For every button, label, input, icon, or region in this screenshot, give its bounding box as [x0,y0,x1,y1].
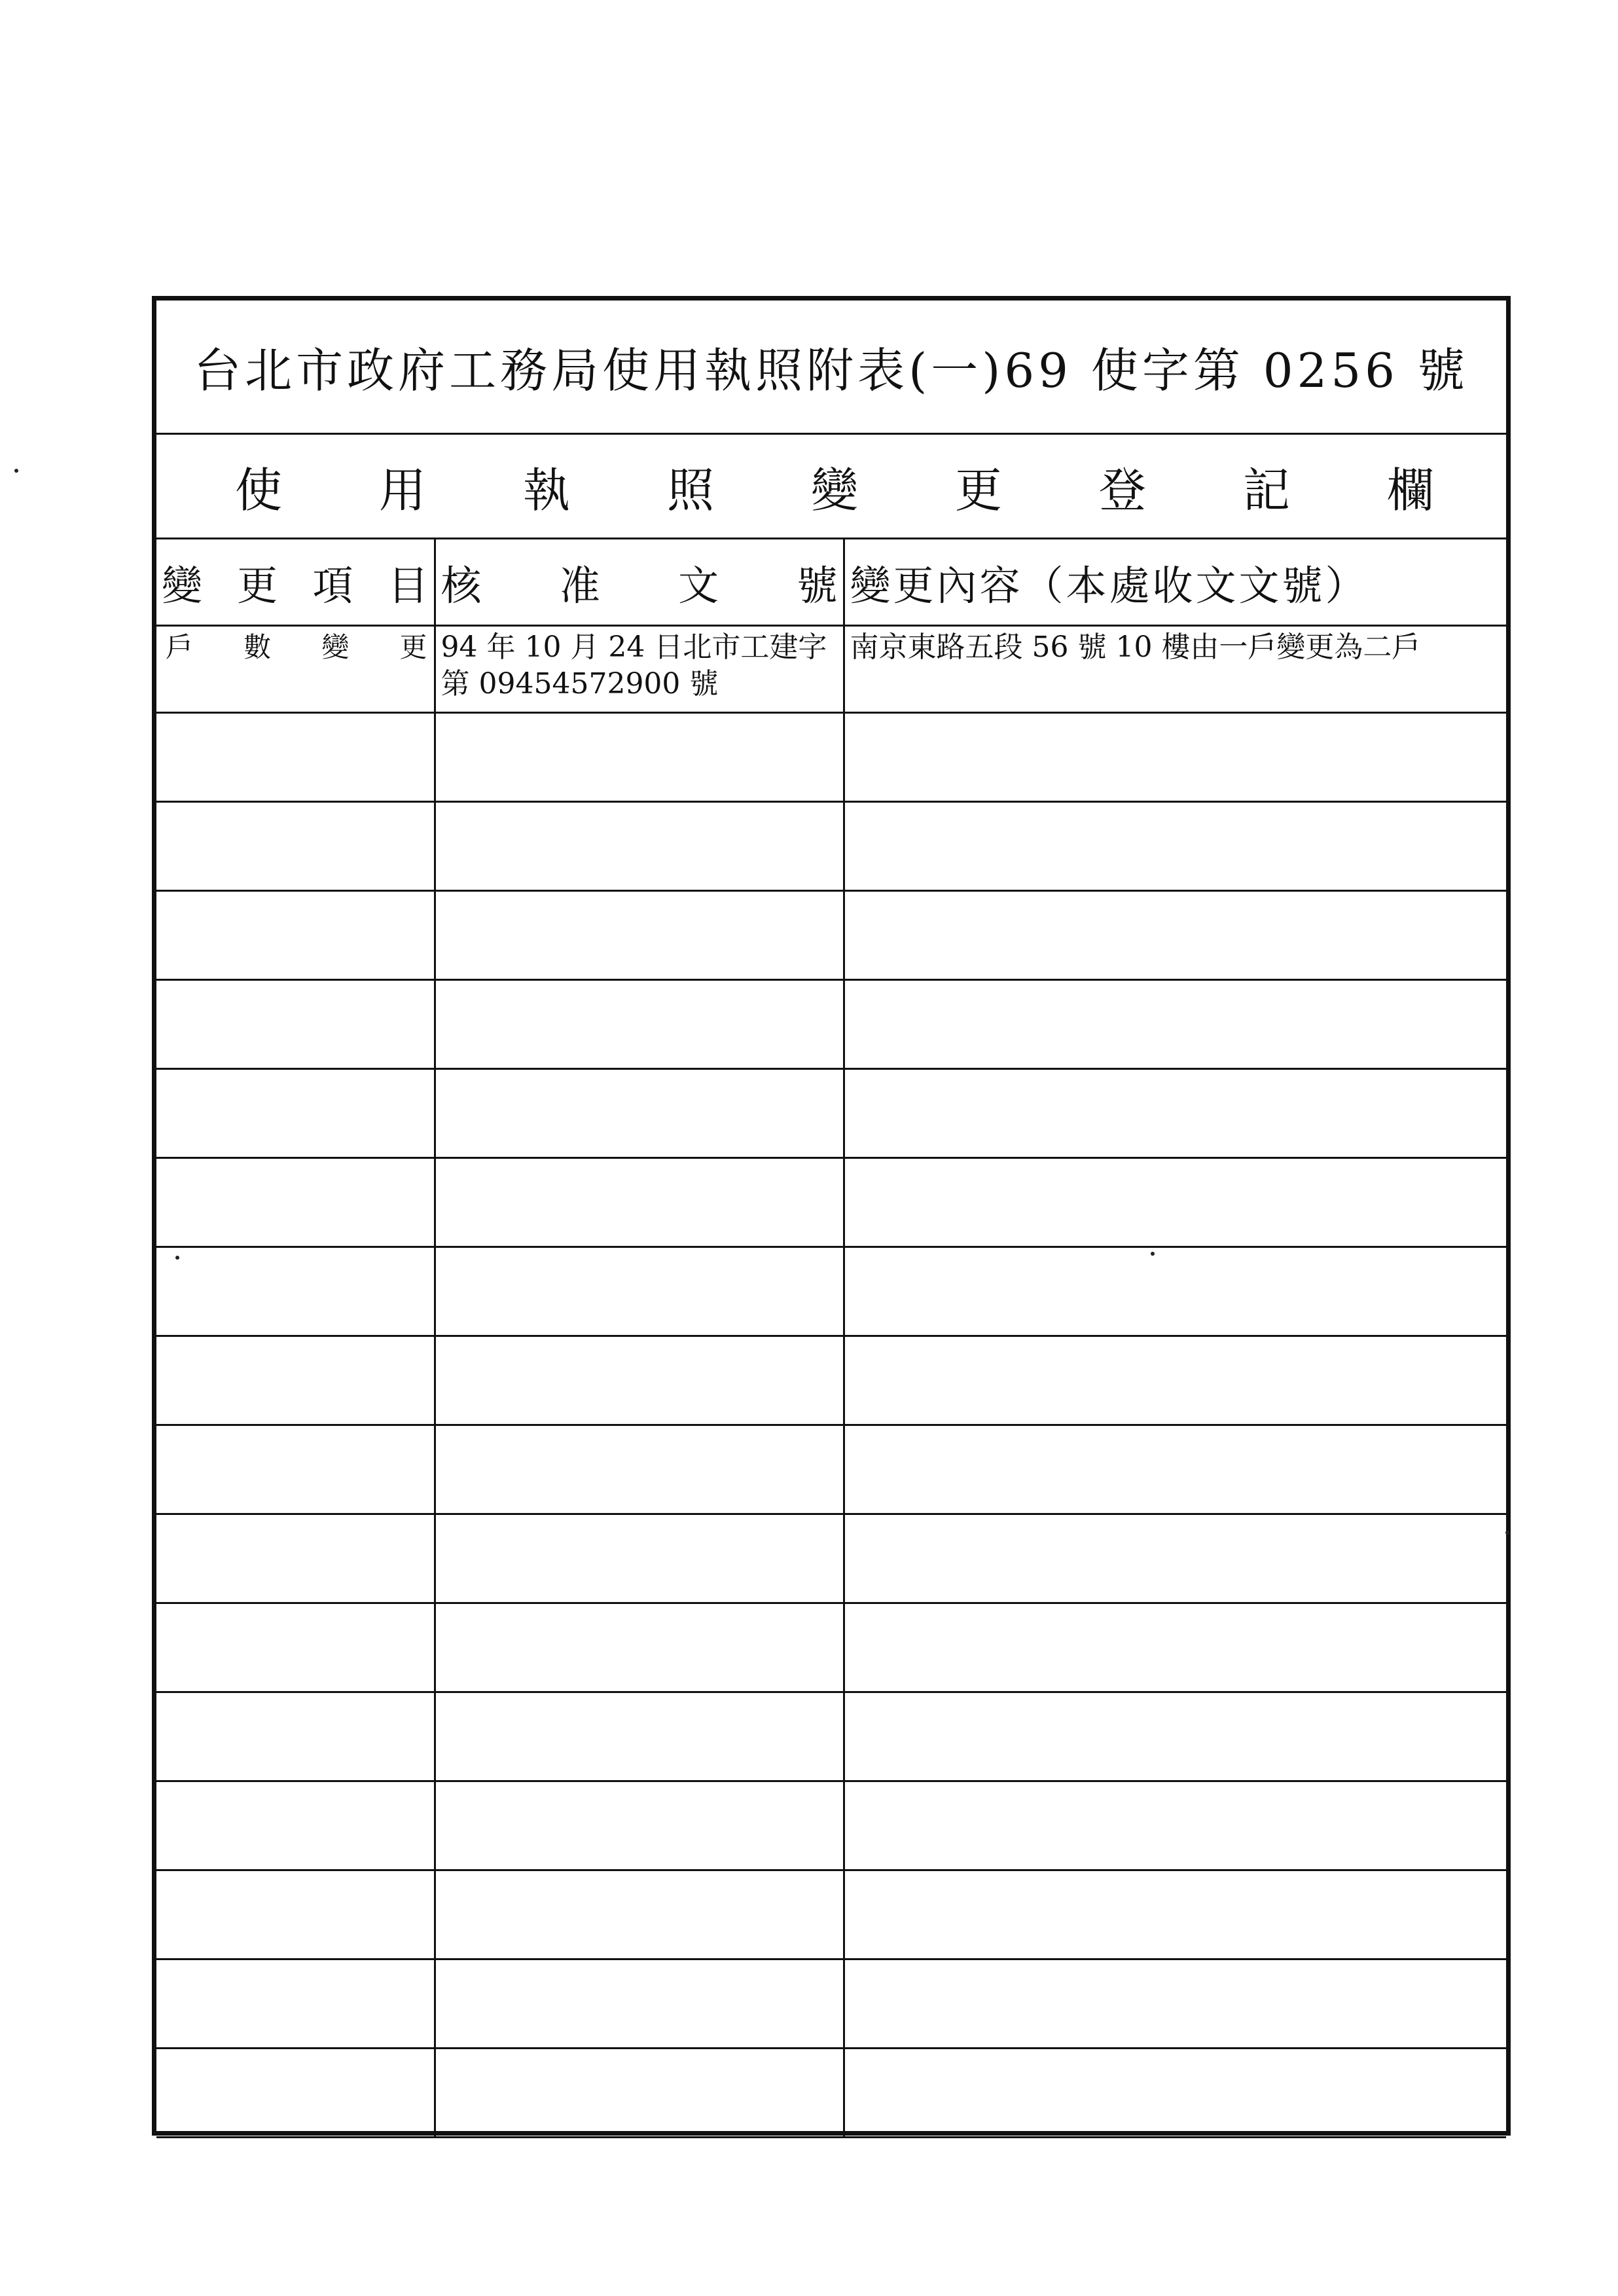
empty-cell [844,1158,1506,1247]
header-char: 變 [162,561,203,610]
header-char: 更 [237,561,278,610]
empty-cell [435,1336,844,1425]
table-row-empty [156,802,1506,891]
empty-cell [844,1336,1506,1425]
section-heading-char: 執 [522,462,570,518]
empty-cell [844,1603,1506,1692]
empty-cell [156,802,435,891]
empty-cell [844,1781,1506,1870]
empty-cell [156,713,435,802]
empty-cell [156,891,435,980]
header-char: 核 [440,561,482,610]
empty-cell [435,1781,844,1870]
table-row [156,626,1506,713]
header-char: 項 [312,561,353,610]
empty-cell [435,1959,844,2049]
empty-cell [156,1336,435,1425]
section-heading-char: 更 [954,462,1002,518]
table-row-empty [156,1781,1506,1870]
empty-cell [156,1603,435,1692]
empty-cell [156,1870,435,1959]
table-row-empty [156,1069,1506,1158]
table-row-empty [156,1158,1506,1247]
empty-cell [156,1069,435,1158]
empty-cell [156,1692,435,1781]
table-row-empty [156,980,1506,1069]
empty-cell [844,1247,1506,1336]
entry-char: 變 [321,631,350,663]
table-row-empty [156,1692,1506,1781]
entry-char: 更 [399,631,427,663]
cell-approval-number [435,626,844,713]
empty-cell [156,1425,435,1514]
empty-cell [435,891,844,980]
header-change-content [844,539,1506,626]
empty-cell [435,980,844,1069]
empty-cell [156,1158,435,1247]
empty-cell [435,1158,844,1247]
empty-cell [435,1425,844,1514]
header-char: 目 [387,561,429,610]
empty-cell [435,1514,844,1603]
empty-cell [844,1870,1506,1959]
empty-cell [156,1247,435,1336]
header-change-item [156,539,435,626]
empty-cell [435,713,844,802]
section-heading-char: 使 [235,462,283,518]
empty-cell [844,802,1506,891]
table-row-empty [156,2049,1506,2138]
entry-char: 數 [243,631,272,663]
empty-cell [435,1069,844,1158]
empty-cell [844,713,1506,802]
empty-cell [435,802,844,891]
scan-speck [175,1256,179,1260]
empty-cell [435,1247,844,1336]
license-appendix-form [152,296,1511,2136]
section-heading-char: 欄 [1386,462,1434,518]
table-row-empty [156,1870,1506,1959]
table-row-empty [156,1959,1506,2049]
scan-speck [1151,1252,1155,1256]
table-row-empty [156,713,1506,802]
scan-speck [14,469,18,473]
entry-char: 戶 [166,631,194,663]
empty-cell [844,980,1506,1069]
table-row-empty [156,1336,1506,1425]
empty-cell [844,1425,1506,1514]
empty-cell [844,2049,1506,2138]
table-row-empty [156,1514,1506,1603]
section-heading-char: 變 [810,462,858,518]
empty-cell [844,1959,1506,2049]
empty-cell [844,1692,1506,1781]
section-heading-char: 照 [666,462,714,518]
header-approval-number [435,539,844,626]
change-record-table [156,539,1506,2138]
header-content-label: 變更內容（本處收文文號） [850,561,1369,610]
empty-cell [435,1692,844,1781]
empty-cell [156,1959,435,2049]
scan-speck [1505,1531,1509,1535]
empty-cell [156,1514,435,1603]
document-title: 台北市政府工務局使用執照附表(一)69 使字第 0256 號 [156,301,1506,435]
empty-cell [156,1781,435,1870]
empty-cell [156,2049,435,2138]
empty-cell [435,2049,844,2138]
section-heading-char: 用 [378,462,426,518]
table-row-empty [156,1603,1506,1692]
change-content-text: 南京東路五段 56 號 10 樓由一戶變更為二戶 [850,630,1421,664]
approval-number-text: 94 年 10 月 24 日北市工建字第 09454572900 號 [440,630,827,701]
table-row-empty [156,1247,1506,1336]
table-row-empty [156,1425,1506,1514]
empty-cell [435,1870,844,1959]
cell-change-item [156,626,435,713]
table-row-empty [156,891,1506,980]
empty-cell [156,980,435,1069]
empty-cell [844,1514,1506,1603]
section-heading [156,435,1506,539]
cell-change-content [844,626,1506,713]
section-heading-char: 記 [1242,462,1290,518]
table-header-row [156,539,1506,626]
section-heading-char: 登 [1098,462,1146,518]
empty-cell [844,1069,1506,1158]
header-char: 准 [559,561,600,610]
header-char: 文 [678,561,719,610]
empty-cell [435,1603,844,1692]
empty-cell [844,891,1506,980]
header-char: 號 [797,561,838,610]
